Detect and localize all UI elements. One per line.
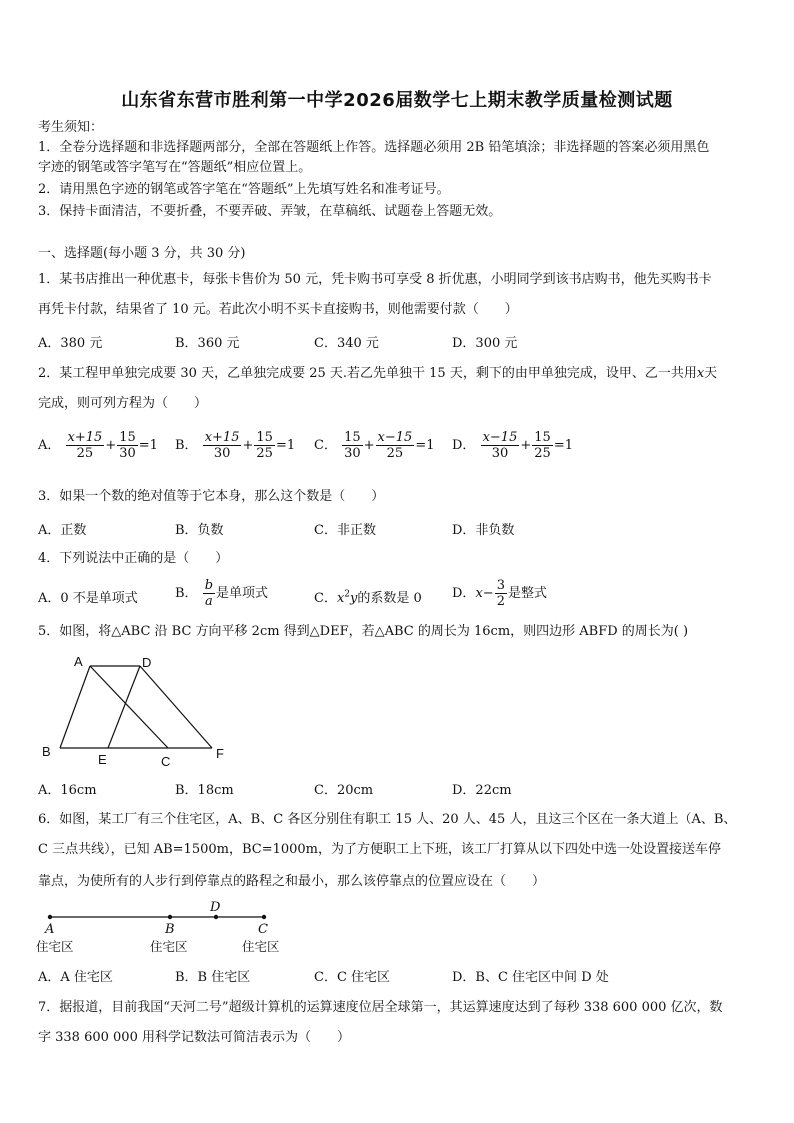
point-c [262, 915, 266, 919]
fraction [203, 578, 215, 609]
equation-rhs: =1 [275, 438, 296, 453]
q5-option-c[interactable]: C．20cm [314, 783, 374, 798]
minus-sign: − [482, 586, 494, 601]
numerator: 15 [119, 430, 136, 445]
fraction [532, 430, 553, 461]
section-heading: 一、选择题(每小题 3 分，共 30 分) [38, 246, 246, 261]
segment-ac [90, 666, 168, 748]
q4-option-b[interactable] [175, 578, 268, 609]
fraction [254, 430, 275, 461]
q6-stem-line-1: 6．如图，某工厂有三个住宅区，A、B、C 各区分别住有职工 15 人、20 人、45 人，且这三个区在一条大道上（A、B、 [38, 812, 737, 827]
label-d: D [210, 900, 221, 915]
q3-option-d[interactable]: D．非负数 [452, 523, 515, 538]
fraction [376, 430, 415, 461]
q5-option-a[interactable]: A．16cm [38, 783, 97, 798]
q2-option-c[interactable]: C． $\frac{15}{30}$ + $\frac{x-15}{25}$ =1 [314, 430, 435, 461]
variable: y [350, 591, 358, 606]
q2-option-a[interactable]: A． $\frac{x+15}{25}$ + $\frac{15}{30}$ =1 [38, 430, 158, 461]
notice-item-2: 2．请用黑色字迹的钢笔或答字笔在“答题纸”上先填写姓名和准考证号。 [38, 182, 450, 197]
q2-option-b-label: B． [175, 438, 198, 453]
notice-item-3: 3．保持卡面清洁，不要折叠，不要弄破、弄皱，在草稿纸、试题卷上答题无效。 [38, 204, 502, 219]
q2-stem-text: 2．某工程甲单独完成要 30 天，乙单独完成要 25 天.若乙先单独干 15 天，剩下的由甲单独完成，设甲、乙一共用 [38, 366, 697, 381]
denominator: 30 [119, 446, 136, 461]
exponent: 2 [344, 589, 351, 600]
q2-option-c-label: C． [314, 438, 337, 453]
denominator: 25 [534, 446, 551, 461]
q6-option-b[interactable]: B．B 住宅区 [175, 970, 251, 985]
zone-label-c: 住宅区 [242, 939, 280, 954]
numerator: x+15 [204, 430, 240, 445]
q6-stem-line-3: 靠点，为使所有的人步行到停靠点的路程之和最小，那么该停靠点的位置应设在（ ） [38, 874, 546, 889]
denominator: 2 [496, 594, 505, 609]
numerator: 15 [256, 430, 273, 445]
q5-stem: 5．如图，将△ABC 沿 BC 方向平移 2cm 得到△DEF，若△ABC 的周长为 16cm，则四边形 ABFD 的周长为( ) [38, 624, 689, 639]
fraction [117, 430, 138, 461]
q4-option-b-label: B． [175, 586, 198, 601]
q2-stem-line-2: 完成，则可列方程为（ ） [38, 396, 208, 411]
q7-stem-line-1: 7．据报道，目前我国“天河二号”超级计算机的运算速度位居全球第一，其运算速度达到了每秒 338 600 000 亿次，数 [38, 1000, 723, 1015]
q2-stem-line-1 [38, 364, 717, 384]
numerator: 15 [534, 430, 551, 445]
numerator: x+15 [67, 430, 103, 445]
fraction [481, 430, 520, 461]
point-b [168, 915, 172, 919]
q6-option-a[interactable]: A．A 住宅区 [38, 970, 113, 985]
q4-option-a[interactable]: A．0 不是单项式 [38, 591, 138, 606]
q5-option-b[interactable]: B．18cm [175, 783, 234, 798]
q2-option-d[interactable]: D． $\frac{x-15}{30}$ + $\frac{15}{25}$ =1 [452, 430, 573, 461]
fraction [66, 430, 105, 461]
denominator: 25 [76, 446, 94, 461]
q4-option-b-text: 是单项式 [216, 586, 269, 601]
q3-option-c[interactable]: C．非正数 [314, 523, 376, 538]
variable: x [475, 586, 483, 601]
segment-df [140, 666, 212, 748]
q1-stem-line-2: 再凭卡付款，结果省了 10 元。若此次小明不买卡直接购书，则他需要付款（ ） [38, 302, 518, 317]
label-c: C [258, 922, 268, 937]
label-c: C [161, 754, 171, 769]
denominator: 25 [386, 446, 404, 461]
q4-option-c[interactable] [314, 587, 422, 606]
q4-option-d-label: D． [452, 586, 476, 601]
denominator: 30 [491, 446, 509, 461]
segment-ab [60, 666, 90, 748]
q5-translation-figure [36, 650, 236, 770]
equation-rhs: =1 [553, 438, 573, 453]
notice-item-1-line-1: 1．全卷分选择题和非选择题两部分，全部在答题纸上作答。选择题必须用 2B 铅笔填涂；非选择题的答案必须用黑色 [38, 140, 710, 155]
q1-option-d[interactable]: D．300 元 [452, 336, 518, 351]
q2-option-d-label: D． [452, 438, 476, 453]
variable: x [336, 591, 345, 606]
q7-stem-line-2: 字 338 600 000 用科学记数法可简洁表示为（ ） [38, 1030, 350, 1045]
numerator: b [204, 578, 214, 593]
q5-option-d[interactable]: D．22cm [452, 783, 512, 798]
equation-rhs: =1 [415, 438, 435, 453]
denominator: a [204, 594, 213, 609]
denominator: 30 [213, 446, 231, 461]
q1-option-c[interactable]: C．340 元 [314, 336, 379, 351]
q6-stem-line-2: C 三点共线），已知 AB=1500m，BC=1000m，为了方便职工上下班，该工厂打算从以下四处中选一处设置接送车停 [38, 842, 722, 857]
fraction [342, 430, 363, 461]
notice-heading: 考生须知： [38, 120, 104, 135]
segment-de [108, 666, 140, 748]
notice-item-1-line-2: 字迹的钢笔或答字笔写在“答题纸”相应位置上。 [38, 160, 312, 175]
q3-stem: 3．如果一个数的绝对值等于它本身，那么这个数是（ ） [38, 489, 385, 504]
point-d [214, 915, 218, 919]
q6-option-d[interactable]: D．B、C 住宅区中间 D 处 [452, 970, 609, 985]
label-b: B [42, 744, 51, 759]
q4-stem: 4．下列说法中正确的是（ ） [38, 551, 229, 566]
label-f: F [216, 746, 224, 761]
fraction [203, 430, 242, 461]
label-b: B [165, 922, 175, 937]
q2-stem-end: 天 [704, 366, 718, 381]
q4-option-c-label: C． [314, 591, 337, 606]
q4-option-c-text: 的系数是 0 [357, 591, 422, 606]
label-a: A [74, 654, 83, 669]
q1-option-b[interactable]: B．360 元 [175, 336, 240, 351]
fraction [495, 578, 507, 609]
denominator: 30 [344, 446, 361, 461]
q3-option-a[interactable]: A．正数 [38, 523, 87, 538]
equation-rhs: =1 [138, 438, 158, 453]
q3-option-b[interactable]: B．负数 [175, 523, 224, 538]
denominator: 25 [256, 446, 273, 461]
exam-title: 山东省东营市胜利第一中学2026届数学七上期末教学质量检测试题 [121, 90, 673, 111]
q2-stem-variable: x [696, 366, 705, 381]
numerator: x−15 [377, 430, 413, 445]
q1-option-a[interactable]: A．380 元 [38, 336, 103, 351]
q6-option-c[interactable]: C．C 住宅区 [314, 970, 391, 985]
q2-option-b[interactable]: B． $\frac{x+15}{30}$ + $\frac{15}{25}$ =1 [175, 430, 296, 461]
q1-stem-line-1: 1．某书店推出一种优惠卡，每张卡售价为 50 元，凭卡购书可享受 8 折优惠，小明同学到该书店购书，他先买购书卡 [38, 272, 712, 287]
q2-option-a-label: A． [38, 438, 61, 453]
numerator: 15 [344, 430, 361, 445]
zone-label-b: 住宅区 [150, 939, 188, 954]
q4-option-d[interactable] [452, 578, 547, 609]
numerator: x−15 [482, 430, 518, 445]
zone-label-a: 住宅区 [36, 939, 74, 954]
label-e: E [98, 752, 107, 767]
q6-line-figure [36, 896, 306, 958]
label-a: A [45, 922, 55, 937]
q4-option-d-text: 是整式 [507, 586, 547, 601]
label-d: D [142, 655, 152, 670]
point-a [48, 915, 52, 919]
numerator: 3 [496, 578, 505, 593]
